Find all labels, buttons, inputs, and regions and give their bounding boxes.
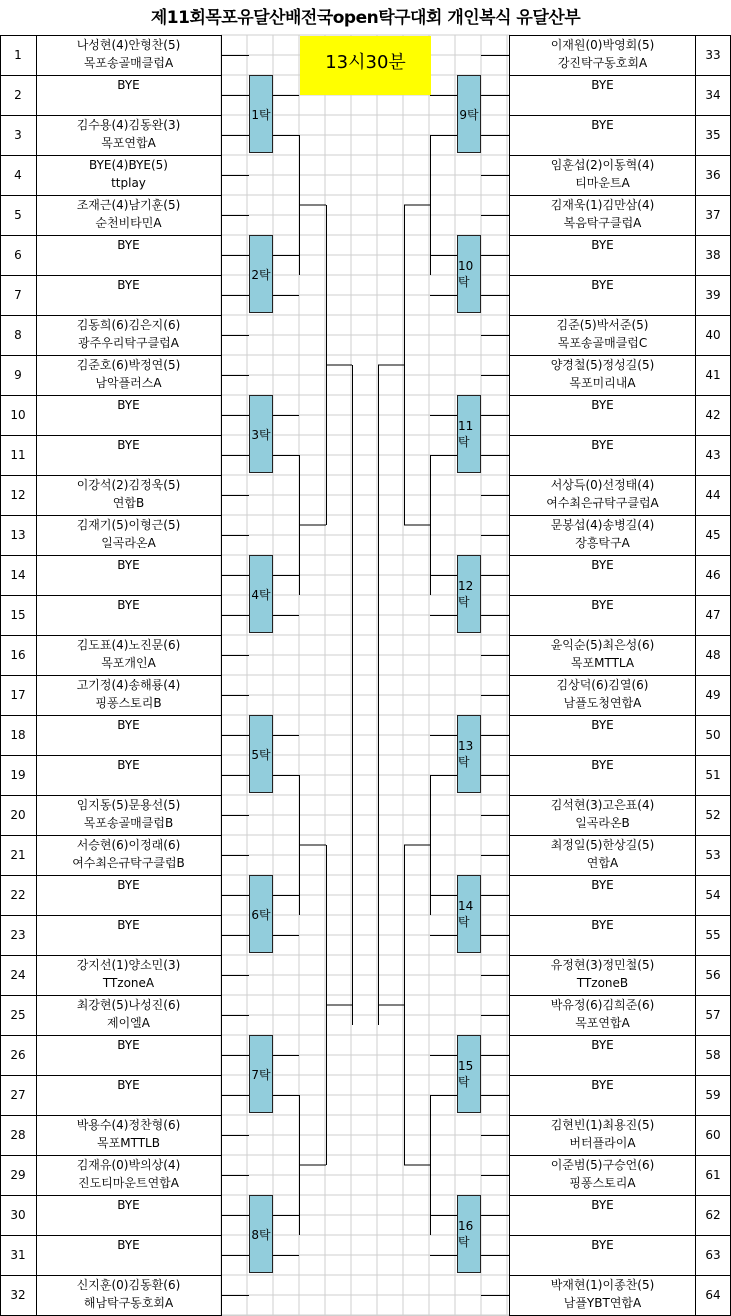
left-entry-cell <box>36 1115 221 1155</box>
player-names: BYE <box>591 118 614 132</box>
club-name: ttplay <box>111 176 146 190</box>
right-entry-cell <box>510 555 695 595</box>
left-entry-number: 26 <box>10 1048 26 1062</box>
club-name <box>36 94 221 112</box>
club-name: 남플도청연합A <box>563 696 642 710</box>
left-table-label: 3탁 <box>249 395 273 473</box>
left-entry-cell <box>36 955 221 995</box>
player-names: 이재원(0)박영회(5) <box>550 38 655 52</box>
player-names: BYE <box>591 918 614 932</box>
right-entry-cell <box>510 995 695 1035</box>
left-entry-number: 3 <box>14 128 22 142</box>
player-names: 양경철(5)정성길(5) <box>550 358 655 372</box>
club-name <box>510 134 695 152</box>
player-names: 최강현(5)나성진(6) <box>76 998 181 1012</box>
left-entry-number: 21 <box>10 848 26 862</box>
club-name <box>36 1054 221 1072</box>
left-entry-cell <box>36 355 221 395</box>
player-names: BYE <box>117 1198 140 1212</box>
left-entry-number: 27 <box>10 1088 26 1102</box>
right-entry-number: 55 <box>705 928 721 942</box>
club-name <box>510 1054 695 1072</box>
club-name: 핑퐁스토리B <box>95 696 162 710</box>
right-table-label: 10탁 <box>457 235 481 313</box>
left-entry-cell <box>36 155 221 195</box>
club-name <box>510 1254 695 1272</box>
right-entry-number: 56 <box>705 968 721 982</box>
right-entry-cell <box>510 475 695 515</box>
right-entry-number: 54 <box>705 888 721 902</box>
club-name <box>36 774 221 792</box>
left-entry-cell <box>36 75 221 115</box>
club-name <box>510 294 695 312</box>
right-entry-number: 62 <box>705 1208 721 1222</box>
player-names: 김상덕(6)김열(6) <box>556 678 649 692</box>
right-entry-number: 60 <box>705 1128 721 1142</box>
player-names: 조재근(4)남기훈(5) <box>76 198 181 212</box>
right-entry-cell <box>510 275 695 315</box>
right-entry-cell <box>510 1075 695 1115</box>
player-names: 김도표(4)노진문(6) <box>76 638 181 652</box>
left-entry-number: 7 <box>14 288 22 302</box>
left-entry-cell <box>36 1075 221 1115</box>
club-name <box>510 1094 695 1112</box>
player-names: 유정현(3)정민철(5) <box>550 958 655 972</box>
left-entry-cell <box>36 395 221 435</box>
player-names: 김석현(3)고은표(4) <box>550 798 655 812</box>
left-entry-number: 18 <box>10 728 26 742</box>
club-name <box>36 414 221 432</box>
player-names: 김재욱(1)김만삼(4) <box>550 198 655 212</box>
right-entry-number: 45 <box>705 528 721 542</box>
player-names: 문봉섭(4)송병길(4) <box>550 518 655 532</box>
right-entry-number: 42 <box>705 408 721 422</box>
player-names: BYE <box>591 878 614 892</box>
club-name: 여수최은규탁구클럽A <box>546 496 659 510</box>
left-entry-cell <box>36 675 221 715</box>
left-entry-number: 23 <box>10 928 26 942</box>
club-name: 목포연합A <box>575 1016 630 1030</box>
left-entry-cell <box>36 1195 221 1235</box>
club-name: 버터플라이A <box>569 1136 636 1150</box>
club-name <box>36 894 221 912</box>
club-name <box>36 294 221 312</box>
player-names: 윤익순(5)최은성(6) <box>550 638 655 652</box>
club-name <box>36 254 221 272</box>
left-entry-cell <box>36 755 221 795</box>
player-names: BYE <box>117 238 140 252</box>
left-entry-number: 13 <box>10 528 26 542</box>
club-name: 남플YBT연합A <box>563 1296 642 1310</box>
club-name: 장흥탁구A <box>575 536 630 550</box>
player-names: BYE <box>591 238 614 252</box>
player-names: 김준호(6)박정연(5) <box>76 358 181 372</box>
right-entry-number: 37 <box>705 208 721 222</box>
player-names: 박재현(1)이종찬(5) <box>550 1278 655 1292</box>
left-table-label: 6탁 <box>249 875 273 953</box>
right-entry-cell <box>510 1275 695 1315</box>
player-names: 고기정(4)송해룡(4) <box>76 678 181 692</box>
player-names: BYE <box>591 1198 614 1212</box>
left-entry-cell <box>36 275 221 315</box>
right-entry-cell <box>510 235 695 275</box>
right-entry-number: 46 <box>705 568 721 582</box>
left-entry-cell <box>36 115 221 155</box>
left-entry-number: 16 <box>10 648 26 662</box>
player-names: BYE <box>591 598 614 612</box>
player-names: BYE <box>117 438 140 452</box>
club-name <box>510 894 695 912</box>
player-names: 최정일(5)한상길(5) <box>550 838 655 852</box>
player-names: BYE <box>591 758 614 772</box>
club-name: 남악플러스A <box>95 376 162 390</box>
club-name <box>36 614 221 632</box>
player-names: BYE <box>117 398 140 412</box>
player-names: 김재기(5)이형근(5) <box>76 518 181 532</box>
left-table-label: 8탁 <box>249 1195 273 1273</box>
player-names: BYE <box>117 878 140 892</box>
right-entry-cell <box>510 715 695 755</box>
player-names: BYE <box>117 598 140 612</box>
player-names: BYE <box>117 278 140 292</box>
left-entry-number: 11 <box>10 448 26 462</box>
player-names: BYE <box>117 1238 140 1252</box>
left-entry-cell <box>36 715 221 755</box>
player-names: 김동희(6)김은지(6) <box>76 318 181 332</box>
right-entry-number: 36 <box>705 168 721 182</box>
player-names: BYE <box>591 1078 614 1092</box>
left-entry-cell <box>36 35 221 75</box>
right-entry-cell <box>510 595 695 635</box>
right-table-label: 16탁 <box>457 1195 481 1273</box>
right-entry-cell <box>510 75 695 115</box>
club-name <box>510 574 695 592</box>
player-names: BYE <box>591 78 614 92</box>
right-table-label: 11탁 <box>457 395 481 473</box>
right-entry-number: 63 <box>705 1248 721 1262</box>
left-entry-number: 24 <box>10 968 26 982</box>
right-entry-number: 44 <box>705 488 721 502</box>
left-entry-number: 1 <box>14 48 22 62</box>
left-entry-number: 32 <box>10 1288 26 1302</box>
club-name <box>510 614 695 632</box>
club-name: 연합B <box>112 496 145 510</box>
player-names: BYE <box>591 398 614 412</box>
right-entry-cell <box>510 755 695 795</box>
right-entry-number: 59 <box>705 1088 721 1102</box>
club-name: 일곡라온B <box>575 816 630 830</box>
club-name: 일곡라온A <box>101 536 156 550</box>
right-table-label: 9탁 <box>457 75 481 153</box>
left-entry-number: 30 <box>10 1208 26 1222</box>
left-entry-number: 25 <box>10 1008 26 1022</box>
left-entry-cell <box>36 235 221 275</box>
left-entry-number: 17 <box>10 688 26 702</box>
player-names: BYE <box>117 718 140 732</box>
player-names: BYE <box>591 438 614 452</box>
left-table-label: 5탁 <box>249 715 273 793</box>
club-name: 목포송골매클럽A <box>83 56 174 70</box>
club-name: 해남탁구동호회A <box>83 1296 174 1310</box>
right-entry-number: 41 <box>705 368 721 382</box>
club-name <box>36 1094 221 1112</box>
club-name <box>36 734 221 752</box>
left-entry-number: 22 <box>10 888 26 902</box>
right-entry-cell <box>510 315 695 355</box>
left-entry-number: 20 <box>10 808 26 822</box>
player-names: 박유정(6)김희준(6) <box>550 998 655 1012</box>
club-name <box>510 454 695 472</box>
right-entry-number: 61 <box>705 1168 721 1182</box>
player-names: BYE <box>117 78 140 92</box>
player-names: BYE <box>591 558 614 572</box>
right-entry-cell <box>510 915 695 955</box>
player-names: 이강석(2)김정욱(5) <box>76 478 181 492</box>
player-names: BYE <box>117 918 140 932</box>
left-entry-cell <box>36 635 221 675</box>
right-entry-cell <box>510 395 695 435</box>
club-name <box>36 574 221 592</box>
left-entry-number: 28 <box>10 1128 26 1142</box>
right-entry-cell <box>510 1155 695 1195</box>
left-entry-cell <box>36 435 221 475</box>
right-entry-number: 43 <box>705 448 721 462</box>
left-entry-cell <box>36 795 221 835</box>
player-names: 임훈섭(2)이동혁(4) <box>550 158 655 172</box>
left-entry-number: 31 <box>10 1248 26 1262</box>
left-entry-number: 9 <box>14 368 22 382</box>
club-name: 목포MTTLA <box>570 656 635 670</box>
club-name: 목포송골매클럽B <box>83 816 174 830</box>
right-entry-cell <box>510 1235 695 1275</box>
club-name: 광주우리탁구클럽A <box>78 336 179 350</box>
club-name <box>510 254 695 272</box>
player-names: 김수용(4)김동완(3) <box>76 118 181 132</box>
left-table-label: 2탁 <box>249 235 273 313</box>
right-entry-number: 34 <box>705 88 721 102</box>
left-entry-cell <box>36 915 221 955</box>
right-entry-number: 33 <box>705 48 721 62</box>
club-name: TTzoneA <box>102 976 155 990</box>
right-entry-number: 50 <box>705 728 721 742</box>
right-entry-number: 51 <box>705 768 721 782</box>
club-name: 강진탁구동호회A <box>557 56 648 70</box>
player-names: BYE <box>591 1038 614 1052</box>
right-entry-number: 58 <box>705 1048 721 1062</box>
right-entry-cell <box>510 875 695 915</box>
club-name: 티마운트A <box>575 176 630 190</box>
right-entry-number: 48 <box>705 648 721 662</box>
club-name <box>36 1214 221 1232</box>
left-entry-cell <box>36 1275 221 1315</box>
player-names: BYE <box>117 558 140 572</box>
left-entry-cell <box>36 195 221 235</box>
right-entry-number: 38 <box>705 248 721 262</box>
left-entry-number: 29 <box>10 1168 26 1182</box>
left-entry-number: 10 <box>10 408 26 422</box>
left-entry-cell <box>36 595 221 635</box>
left-entry-cell <box>36 1235 221 1275</box>
club-name: TTzoneB <box>576 976 629 990</box>
player-names: 서승현(6)이정래(6) <box>76 838 181 852</box>
right-entry-cell <box>510 1035 695 1075</box>
left-entry-number: 12 <box>10 488 26 502</box>
club-name: 목포개인A <box>101 656 156 670</box>
club-name: 목포미리내A <box>569 376 636 390</box>
left-entry-number: 15 <box>10 608 26 622</box>
player-names: BYE <box>117 758 140 772</box>
left-table-label: 4탁 <box>249 555 273 633</box>
player-names: BYE <box>117 1078 140 1092</box>
right-entry-cell <box>510 515 695 555</box>
club-name: 진도티마운트연합A <box>78 1176 179 1190</box>
left-entry-cell <box>36 555 221 595</box>
club-name: 제이엘A <box>107 1016 150 1030</box>
right-entry-number: 39 <box>705 288 721 302</box>
club-name: 목포연합A <box>101 136 156 150</box>
left-entry-number: 5 <box>14 208 22 222</box>
right-entry-number: 57 <box>705 1008 721 1022</box>
left-entry-cell <box>36 1155 221 1195</box>
club-name: 복음탁구클럽A <box>563 216 642 230</box>
left-table-label: 1탁 <box>249 75 273 153</box>
player-names: BYE <box>591 278 614 292</box>
right-entry-cell <box>510 635 695 675</box>
player-names: BYE <box>591 718 614 732</box>
right-table-label: 15탁 <box>457 1035 481 1113</box>
right-entry-cell <box>510 1195 695 1235</box>
club-name <box>510 934 695 952</box>
club-name <box>36 934 221 952</box>
left-entry-cell <box>36 995 221 1035</box>
right-entry-cell <box>510 155 695 195</box>
club-name <box>510 94 695 112</box>
club-name <box>36 454 221 472</box>
player-names: 김준(5)박서준(5) <box>556 318 649 332</box>
club-name: 연합A <box>586 856 619 870</box>
left-entry-number: 14 <box>10 568 26 582</box>
right-entry-number: 52 <box>705 808 721 822</box>
right-entry-cell <box>510 675 695 715</box>
player-names: 박용수(4)정찬형(6) <box>76 1118 181 1132</box>
player-names: 김현빈(1)최용진(5) <box>550 1118 655 1132</box>
club-name <box>510 414 695 432</box>
left-entry-number: 19 <box>10 768 26 782</box>
player-names: 신지훈(0)김동환(6) <box>76 1278 181 1292</box>
club-name: 순천비타민A <box>95 216 162 230</box>
player-names: 강지선(1)양소민(3) <box>76 958 181 972</box>
club-name: 목포MTTLB <box>97 1136 160 1150</box>
left-entry-number: 8 <box>14 328 22 342</box>
left-entry-cell <box>36 315 221 355</box>
left-entry-cell <box>36 835 221 875</box>
player-names: BYE <box>591 1238 614 1252</box>
club-name <box>36 1254 221 1272</box>
player-names: 나성현(4)안형찬(5) <box>76 38 181 52</box>
page-title: 제11회목포유달산배전국open탁구대회 개인복식 유달산부 <box>150 8 581 28</box>
player-names: 이준범(5)구승언(6) <box>550 1158 655 1172</box>
right-entry-cell <box>510 835 695 875</box>
right-entry-number: 47 <box>705 608 721 622</box>
left-entry-number: 6 <box>14 248 22 262</box>
left-entry-cell <box>36 475 221 515</box>
right-entry-cell <box>510 355 695 395</box>
right-entry-cell <box>510 1115 695 1155</box>
left-table-label: 7탁 <box>249 1035 273 1113</box>
right-entry-cell <box>510 955 695 995</box>
left-entry-cell <box>36 875 221 915</box>
player-names: BYE <box>117 1038 140 1052</box>
time-badge: 13시30분 <box>300 36 431 95</box>
right-entry-cell <box>510 115 695 155</box>
player-names: 임지동(5)문용선(5) <box>76 798 181 812</box>
right-entry-number: 40 <box>705 328 721 342</box>
club-name: 여수최은규탁구클럽B <box>72 856 185 870</box>
player-names: 김재유(0)박의상(4) <box>76 1158 181 1172</box>
player-names: 서상득(0)선정태(4) <box>550 478 655 492</box>
player-names: BYE(4)BYE(5) <box>89 158 168 172</box>
right-entry-number: 53 <box>705 848 721 862</box>
right-table-label: 13탁 <box>457 715 481 793</box>
club-name <box>510 734 695 752</box>
right-entry-cell <box>510 795 695 835</box>
right-table-label: 12탁 <box>457 555 481 633</box>
right-entry-number: 64 <box>705 1288 721 1302</box>
right-entry-cell <box>510 435 695 475</box>
left-entry-cell <box>36 515 221 555</box>
right-entry-cell <box>510 35 695 75</box>
club-name <box>510 774 695 792</box>
left-entry-cell <box>36 1035 221 1075</box>
left-entry-number: 2 <box>14 88 22 102</box>
right-entry-number: 35 <box>705 128 721 142</box>
right-entry-cell <box>510 195 695 235</box>
right-entry-number: 49 <box>705 688 721 702</box>
club-name: 목포송골매클럽C <box>557 336 648 350</box>
club-name: 핑퐁스토리A <box>569 1176 636 1190</box>
club-name <box>510 1214 695 1232</box>
right-table-label: 14탁 <box>457 875 481 953</box>
left-entry-number: 4 <box>14 168 22 182</box>
